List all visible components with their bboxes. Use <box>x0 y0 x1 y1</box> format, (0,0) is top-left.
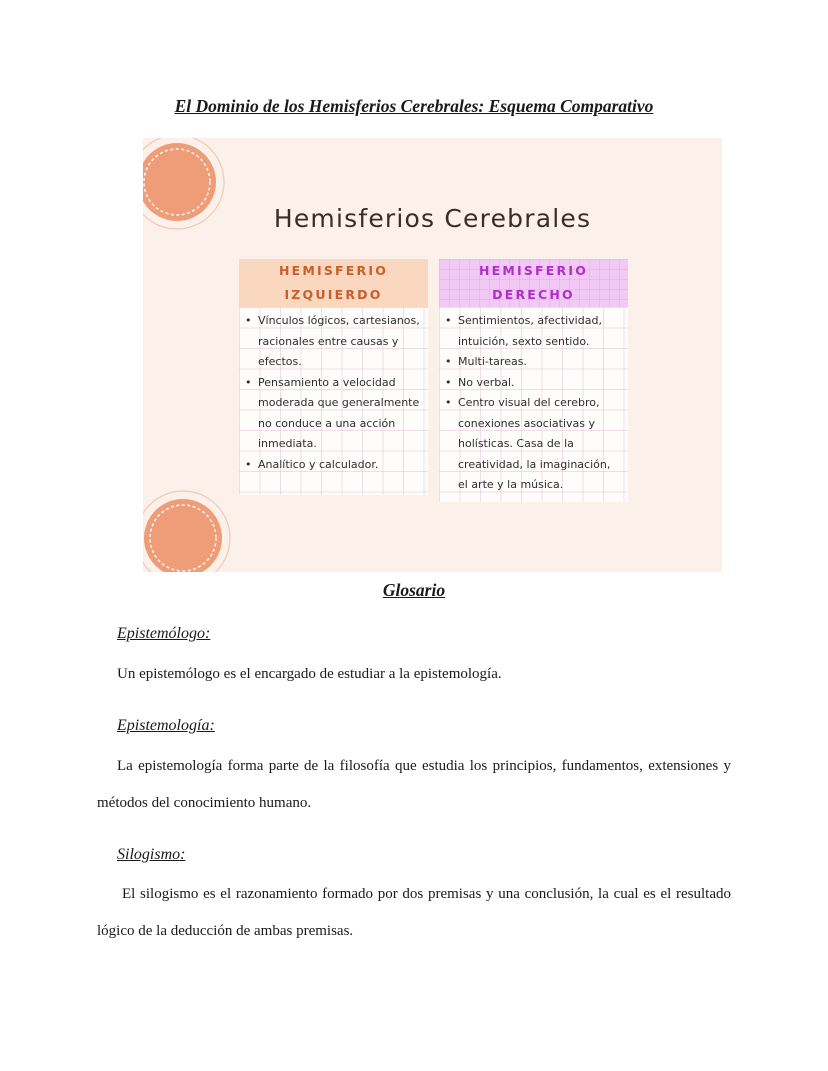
list-item: • Centro visual del cerebro, conexiones asociativas y holísticas. Casa de la creatividad, la imaginación, el arte y la música. <box>445 393 622 496</box>
list-item: • Pensamiento a velocidad moderada que generalmente no conduce a una acción inmediata. <box>245 373 422 455</box>
left-hemisphere-heading: HEMISFERIO IZQUIERDO <box>239 259 428 307</box>
document-title: El Dominio de los Hemisferios Cerebrales: Esquema Comparativo <box>174 96 654 116</box>
right-hemisphere-column <box>439 259 628 502</box>
glossary-definition: La epistemología forma parte de la filosofía que estudia los principios, fundamentos, extensiones y métodos del conocimiento humano. <box>97 758 731 811</box>
glossary-term: Epistemología: <box>117 717 215 734</box>
list-item: • Multi-tareas. <box>445 352 622 373</box>
glossary-term: Silogismo: <box>117 846 186 863</box>
hemispheres-infographic <box>143 138 722 572</box>
list-item: • No verbal. <box>445 373 622 394</box>
right-hemisphere-heading: HEMISFERIO DERECHO <box>439 259 628 307</box>
infographic-title: Hemisferios Cerebrales <box>273 204 592 233</box>
glossary-definition: El silogismo es el razonamiento formado por dos premisas y una conclusión, la cual es el resultado lógico de la deducción de ambas premisas. <box>97 886 731 939</box>
list-item: • Analítico y calculador. <box>245 455 422 476</box>
left-hemisphere-column <box>239 259 428 495</box>
decorative-circle-bottom-icon <box>143 490 239 572</box>
glossary-title: Glosario <box>382 580 446 600</box>
right-hemisphere-list <box>439 307 628 502</box>
list-item: • Vínculos lógicos, cartesianos, racionales entre causas y efectos. <box>245 311 422 373</box>
glossary-term: Epistemólogo: <box>117 625 211 642</box>
glossary-definition: Un epistemólogo es el encargado de estudiar a la epistemología. <box>117 666 502 682</box>
left-hemisphere-list <box>239 307 428 495</box>
list-item: • Sentimientos, afectividad, intuición, sexto sentido. <box>445 311 622 352</box>
